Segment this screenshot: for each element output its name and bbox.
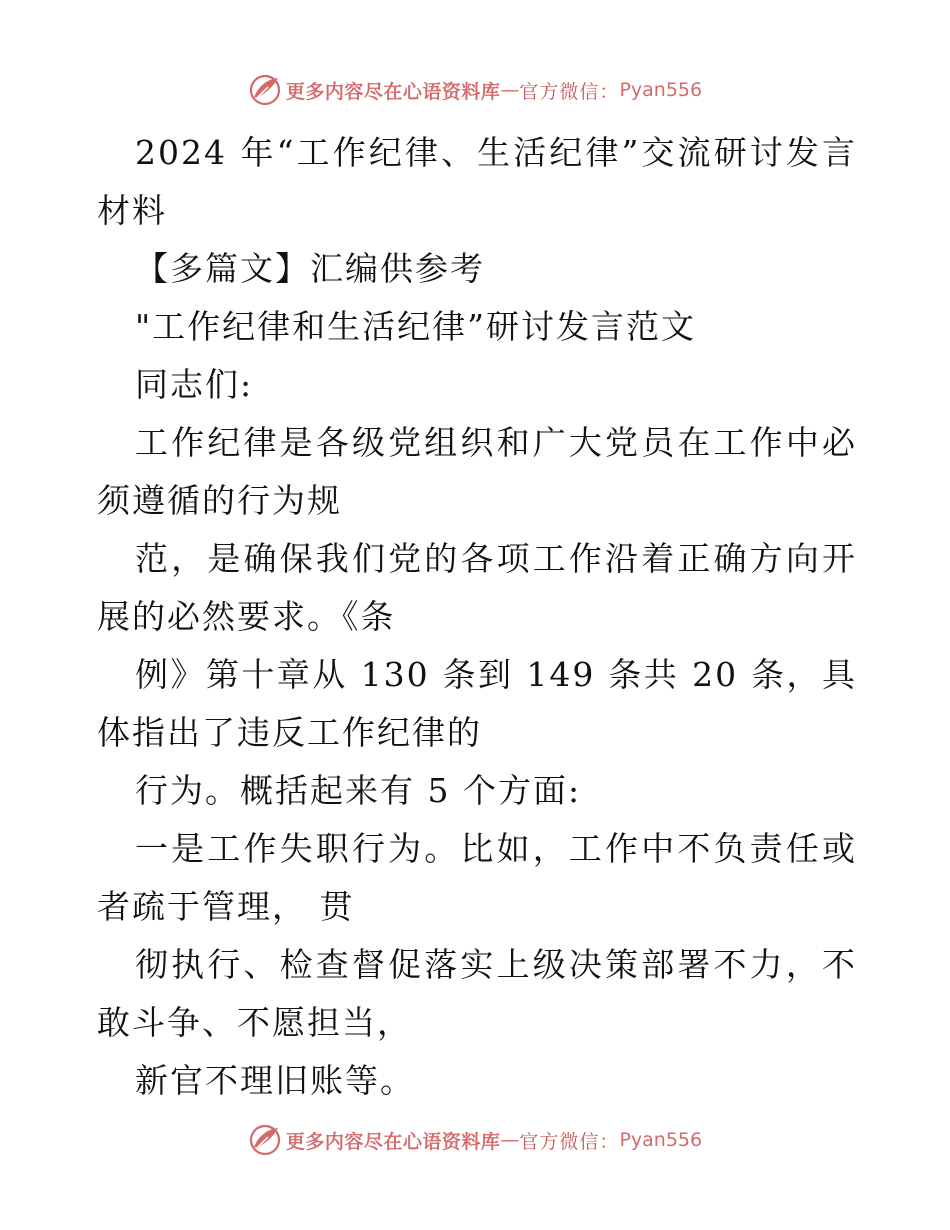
body-paragraph: 一是工作失职行为。比如，工作中不负责任或者疏于管理， 贯 bbox=[97, 829, 857, 926]
body-paragraph: 新官不理旧账等。 bbox=[135, 1061, 415, 1100]
watermark-wechat-id: Pyan556 bbox=[619, 79, 703, 101]
body-paragraph: 彻执行、检查督促落实上级决策部署不力，不敢斗争、不愿担当， bbox=[97, 945, 857, 1042]
pen-leaf-logo-icon bbox=[248, 1123, 282, 1157]
watermark-main-text: 更多内容尽在心语资料库 bbox=[285, 1130, 501, 1153]
document-subtitle: 【多篇文】汇编供参考 bbox=[135, 249, 485, 288]
header-watermark bbox=[0, 70, 950, 110]
watermark-wechat-id: Pyan556 bbox=[619, 1129, 703, 1151]
body-paragraph: 行为。概括起来有 5 个方面: bbox=[135, 771, 582, 810]
salutation: 同志们: bbox=[135, 365, 254, 404]
document-title: 2024 年“工作纪律、生活纪律”交流研讨发言材料 bbox=[97, 133, 857, 230]
footer-watermark bbox=[0, 1120, 950, 1160]
body-paragraph: 例》第十章从 130 条到 149 条共 20 条，具体指出了违反工作纪律的 bbox=[97, 655, 857, 752]
watermark-official-label: 官方微信： bbox=[519, 80, 620, 103]
body-paragraph: 范，是确保我们党的各项工作沿着正确方向开展的必然要求。《条 bbox=[97, 539, 857, 636]
watermark-main-text: 更多内容尽在心语资料库 bbox=[285, 80, 501, 103]
watermark-official-label: 官方微信： bbox=[519, 1130, 620, 1153]
body-paragraph: 工作纪律是各级党组织和广大党员在工作中必须遵循的行为规 bbox=[97, 423, 857, 520]
watermark-separator: — bbox=[500, 79, 520, 101]
watermark-separator: — bbox=[500, 1129, 520, 1151]
document-body bbox=[97, 124, 857, 1110]
section-heading: "工作纪律和生活纪律”研讨发言范文 bbox=[135, 307, 697, 346]
pen-leaf-logo-icon bbox=[248, 73, 282, 107]
